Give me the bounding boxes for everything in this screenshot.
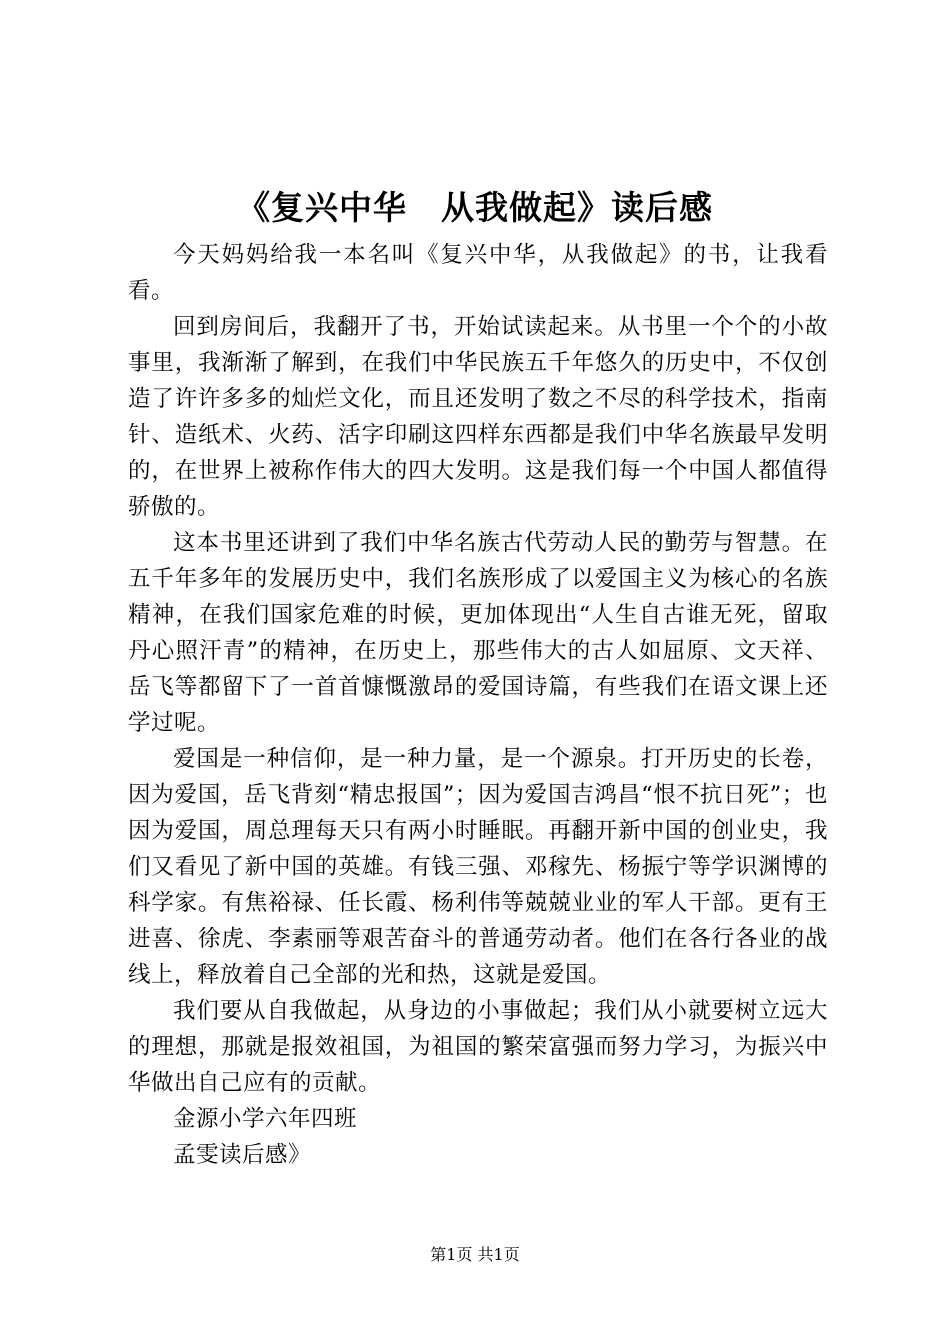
paragraph-5: 我们要从自我做起，从身边的小事做起；我们从小就要树立远大的理想，那就是报效祖国，为祖国的繁荣富强而努力学习，为振兴中华做出自己应有的贡献。 (128, 998, 828, 1096)
signature-school: 金源小学六年四班 (173, 1106, 358, 1132)
paragraph-3: 这本书里还讲到了我们中华名族古代劳动人民的勤劳与智慧。在五千年多年的发展历史中，我们名族形成了以爱国主义为核心的名族精神，在我们国家危难的时候，更加体现出“人生自古谁无死，留取丹心照汗青”的精神，在历史上，那些伟大的古人如屈原、文天祥、岳飞等都留下了一首首慷慨激昂的爱国诗篇，有些我们在语文课上还学过呢。 (128, 530, 828, 736)
page-footer: 第1页 共1页 (430, 1245, 520, 1264)
paragraph-2: 回到房间后，我翻开了书，开始试读起来。从书里一个个的小故事里，我渐渐了解到，在我们中华民族五千年悠久的历史中，不仅创造了许许多多的灿烂文化，而且还发明了数之不尽的科学技术，指南针、造纸术、火药、活字印刷这四样东西都是我们中华名族最早发明的，在世界上被称作伟大的四大发明。这是我们每一个中国人都值得骄傲的。 (128, 314, 828, 520)
signature-author: 孟雯读后感》 (173, 1142, 312, 1168)
paragraph-1: 今天妈妈给我一本名叫《复兴中华，从我做起》的书，让我看看。 (128, 242, 828, 304)
document-body (128, 237, 828, 1173)
paragraph-4: 爱国是一种信仰，是一种力量，是一个源泉。打开历史的长卷，因为爱国，岳飞背刻“精忠报国”；因为爱国吉鸿昌“恨不抗日死”；也因为爱国，周总理每天只有两小时睡眠。再翻开新中国的创业史，我们又看见了新中国的英雄。有钱三强、邓稼先、杨振宁等学识渊博的科学家。有焦裕禄、任长霞、杨利伟等兢兢业业的军人干部。更有王进喜、徐虎、李素丽等艰苦奋斗的普通劳动者。他们在各行各业的战线上，释放着自己全部的光和热，这就是爱国。 (128, 746, 828, 988)
document-title: 《复兴中华 从我做起》读后感 (237, 188, 713, 227)
